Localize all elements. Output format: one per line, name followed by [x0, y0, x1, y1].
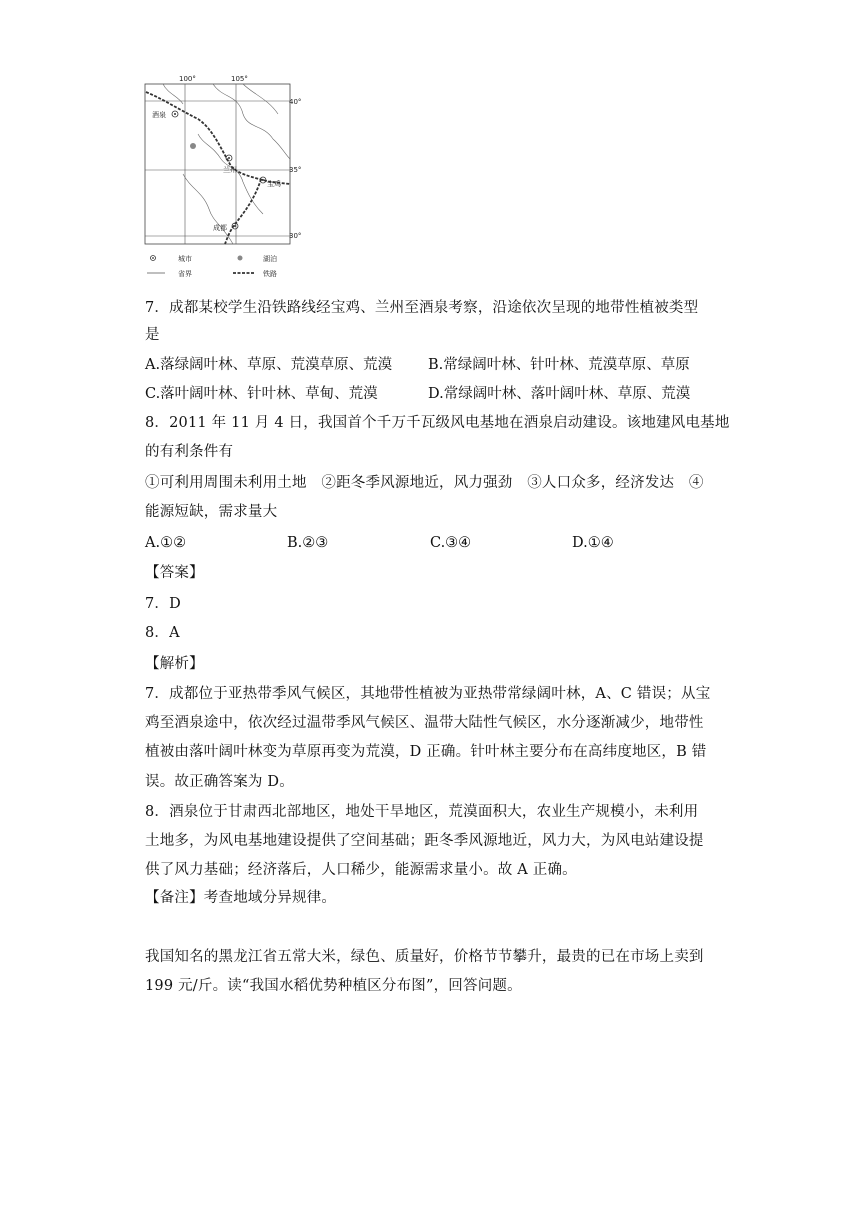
next-passage-line1: 我国知名的黑龙江省五常大米，绿色、质量好，价格节节攀升，最贵的已在市场上卖到 [145, 949, 704, 965]
lon-label-105: 105° [231, 75, 248, 83]
q8-option-d[interactable]: D.①④ [572, 535, 614, 551]
q7-stem-line2: 是 [145, 327, 160, 343]
analysis-q7-line3: 植被由落叶阔叶林变为草原再变为荒漠，D 正确。针叶林主要分布在高纬度地区，B 错 [145, 744, 707, 760]
city-lanzhou: 兰州 [223, 166, 237, 174]
legend-rail: 铁路 [263, 270, 277, 278]
q7-stem-line1: 7．成都某校学生沿铁路线经宝鸡、兰州至酒泉考察，沿途依次呈现的地带性植被类型 [145, 300, 699, 316]
lat-label-40: 40° [289, 98, 302, 106]
legend-lake: 湖泊 [263, 255, 277, 263]
analysis-q7-line1: 7．成都位于亚热带季风气候区，其地带性植被为亚热带常绿阔叶林，A、C 错误；从宝 [145, 686, 711, 702]
lat-label-35: 35° [289, 166, 302, 174]
note: 【备注】考查地域分异规律。 [145, 890, 337, 906]
q8-conditions-line1: ①可利用周围未利用土地 ②距冬季风源地近，风力强劲 ③人口众多，经济发达 ④ [145, 475, 704, 491]
region-map [143, 74, 302, 280]
legend-border: 省界 [178, 270, 192, 278]
lat-label-30: 30° [289, 232, 302, 240]
analysis-q8-line3: 供了风力基础；经济落后，人口稀少，能源需求量小。故 A 正确。 [145, 862, 577, 878]
q8-option-c[interactable]: C.③④ [430, 535, 472, 551]
answer-q8: 8．A [145, 625, 180, 641]
city-chengdu: 成都 [213, 224, 227, 232]
analysis-q8-line1: 8．酒泉位于甘肃西北部地区，地处干旱地区，荒漠面积大，农业生产规模小，未利用 [145, 804, 699, 820]
next-passage-line2: 199 元/斤。读“我国水稻优势种植区分布图”，回答问题。 [145, 978, 522, 994]
city-jiuquan: 酒泉 [152, 111, 166, 119]
analysis-header: 【解析】 [145, 656, 204, 672]
answer-header: 【答案】 [145, 565, 204, 581]
city-baoji: 宝鸡 [267, 180, 281, 188]
analysis-q7-line4: 误。故正确答案为 D。 [145, 774, 294, 790]
analysis-q7-line2: 鸡至酒泉途中，依次经过温带季风气候区、温带大陆性气候区，水分逐渐减少，地带性 [145, 715, 704, 731]
q7-option-a[interactable]: A.落绿阔叶林、草原、荒漠草原、荒漠 [145, 357, 393, 373]
q8-stem-line1: 8．2011 年 11 月 4 日，我国首个千万千瓦级风电基地在酒泉启动建设。该地建风电基地 [145, 415, 730, 431]
lon-label-100: 100° [179, 75, 196, 83]
q8-conditions-line2: 能源短缺，需求量大 [145, 504, 278, 520]
q8-option-a[interactable]: A.①② [145, 535, 187, 551]
map-figure [143, 74, 302, 280]
answer-q7: 7．D [145, 596, 181, 612]
q7-option-d[interactable]: D.常绿阔叶林、落叶阔叶林、草原、荒漠 [428, 386, 691, 402]
q8-option-b[interactable]: B.②③ [287, 535, 329, 551]
legend-city: 城市 [178, 255, 192, 263]
analysis-q8-line2: 土地多，为风电基地建设提供了空间基础；距冬季风源地近，风力大，为风电站建设提 [145, 833, 704, 849]
q7-option-b[interactable]: B.常绿阔叶林、针叶林、荒漠草原、草原 [428, 357, 690, 373]
q7-option-c[interactable]: C.落叶阔叶林、针叶林、草甸、荒漠 [145, 386, 378, 402]
q8-stem-line2: 的有利条件有 [145, 444, 234, 460]
